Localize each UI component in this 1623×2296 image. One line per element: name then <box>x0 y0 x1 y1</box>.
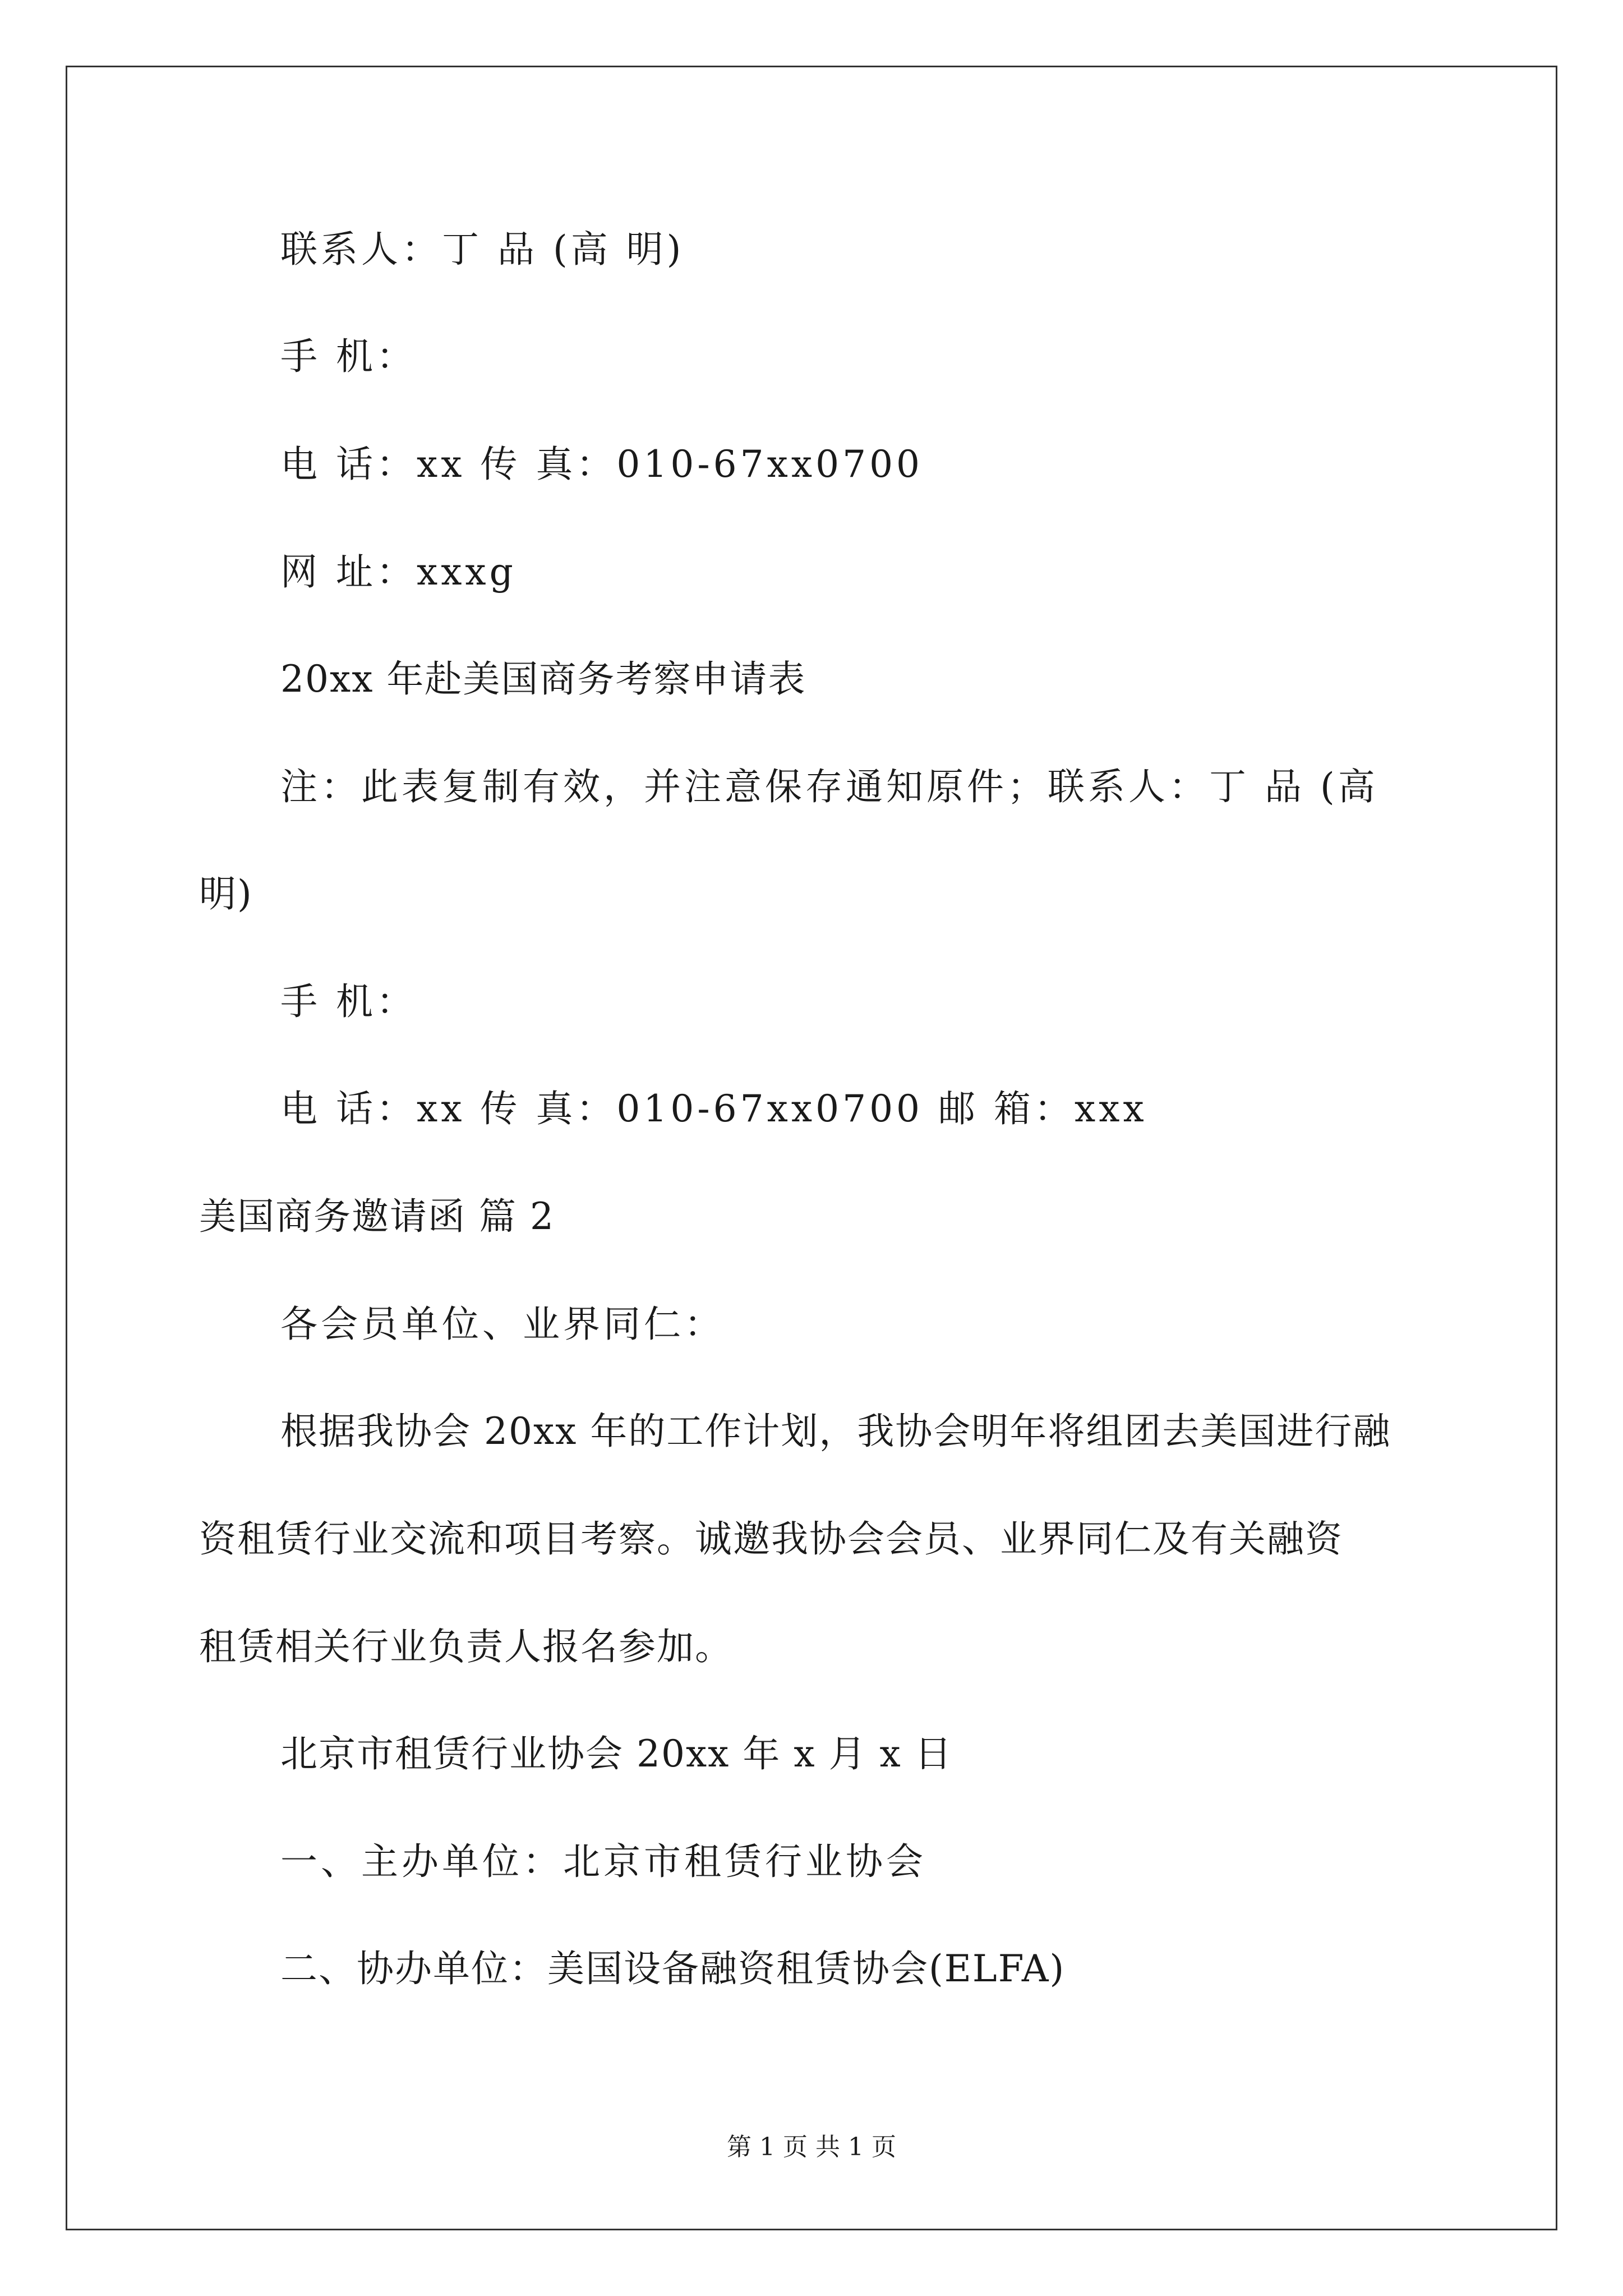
salutation: 各会员单位、业界同仁： <box>280 1303 725 1346</box>
body-paragraph-line-2: 资租赁行业交流和项目考察。诚邀我协会会员、业界同仁及有关融资 <box>199 1517 1343 1561</box>
phone-fax-email-line: 电 话：xx 传 真：010-67xx0700 邮 箱：xxx <box>280 1087 1147 1130</box>
page-footer: 第 1 页 共 1 页 <box>727 2133 896 2161</box>
signature-date-line: 北京市租赁行业协会 20xx 年 x 月 x 日 <box>280 1732 953 1775</box>
application-form-title: 20xx 年赴美国商务考察申请表 <box>280 657 806 701</box>
body-paragraph-line-1: 根据我协会 20xx 年的工作计划，我协会明年将组团去美国进行融 <box>280 1410 1391 1453</box>
mobile-line-2: 手 机： <box>280 980 417 1023</box>
section-heading: 美国商务邀请函 篇 2 <box>199 1195 555 1238</box>
website-line: 网 址：xxxg <box>280 550 517 593</box>
body-paragraph-line-3: 租赁相关行业负责人报名参加。 <box>199 1625 733 1668</box>
mobile-line: 手 机： <box>280 335 417 378</box>
phone-fax-line: 电 话：xx 传 真：010-67xx0700 <box>280 443 924 486</box>
note-line-continued: 明) <box>199 872 253 915</box>
note-line: 注：此表复制有效，并注意保存通知原件；联系人：丁 品 (高 <box>280 765 1378 808</box>
contact-person-line: 联系人：丁 品 (高 明) <box>280 228 685 271</box>
organizer-line: 一、主办单位：北京市租赁行业协会 <box>280 1840 926 1883</box>
co-organizer-line: 二、协办单位：美国设备融资租赁协会(ELFA) <box>280 1947 1066 1990</box>
page-border <box>66 66 1557 2230</box>
